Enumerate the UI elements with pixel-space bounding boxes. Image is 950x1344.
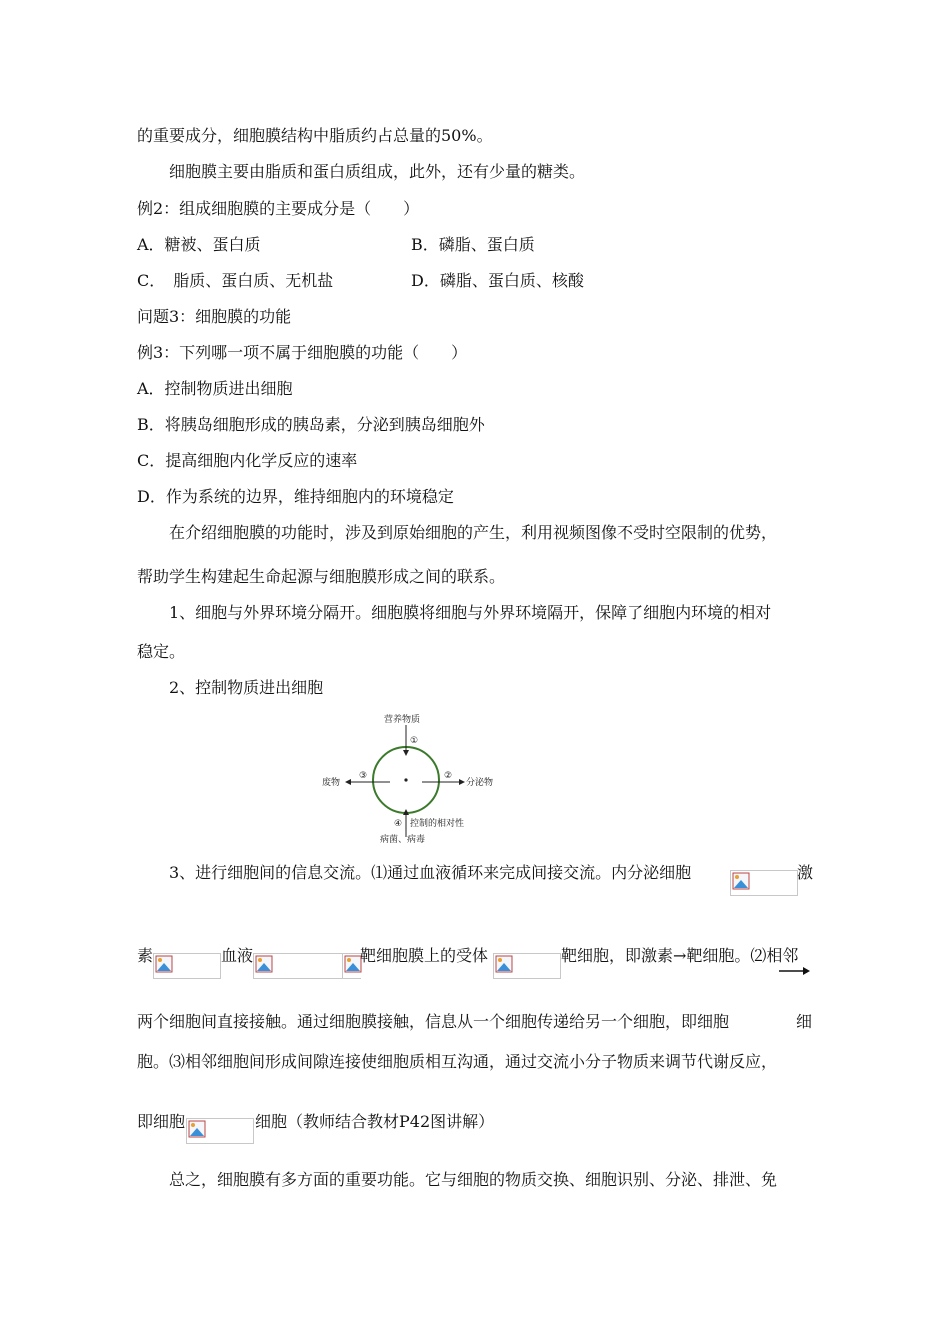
- text-fragment: 血液: [221, 946, 254, 965]
- text-fragment: 即细胞: [137, 1112, 186, 1131]
- option-c: C．提高细胞内化学反应的速率: [137, 451, 358, 470]
- broken-image-placeholder: [493, 953, 561, 979]
- paragraph-line: 3、进行细胞间的信息交流。⑴通过血液循环来完成间接交流。内分泌细胞: [169, 863, 692, 882]
- option-d: D．作为系统的边界，维持细胞内的环境稳定: [137, 487, 454, 506]
- option-c: C． 脂质、蛋白质、无机盐: [137, 271, 334, 290]
- label-num-4: ④: [394, 819, 403, 829]
- right-arrow-icon: [779, 966, 811, 976]
- label-control-relativity: 控制的相对性: [410, 819, 465, 829]
- arrowhead: [459, 779, 465, 785]
- broken-image-icon: [155, 955, 173, 973]
- broken-image-placeholder: [253, 953, 343, 979]
- broken-image-icon: [255, 955, 273, 973]
- arrowhead: [345, 779, 351, 785]
- text-fragment: 素: [137, 946, 154, 965]
- paragraph-line: 在介绍细胞膜的功能时，涉及到原始细胞的产生，利用视频图像不受时空限制的优势，: [169, 523, 778, 542]
- text-line: 细胞膜主要由脂质和蛋白质组成，此外，还有少量的糖类。: [169, 162, 586, 181]
- broken-image-placeholder: [730, 870, 798, 896]
- question-example-3: 例3：下列哪一项不属于细胞膜的功能（ ）: [137, 343, 468, 362]
- label-pathogens: 病菌、病毒: [380, 835, 426, 845]
- option-b: B．磷脂、蛋白质: [411, 235, 535, 254]
- section-heading: 问题3：细胞膜的功能: [137, 307, 292, 326]
- paragraph-line: 两个细胞间直接接触。通过细胞膜接触，信息从一个细胞传递给另一个细胞，即细胞: [137, 1012, 730, 1031]
- option-b: B．将胰岛细胞形成的胰岛素，分泌到胰岛细胞外: [137, 415, 485, 434]
- broken-image-icon: [495, 955, 513, 973]
- paragraph-line: 2、控制物质进出细胞: [169, 678, 324, 697]
- broken-image-icon: [188, 1120, 206, 1138]
- cell-center-dot: [404, 778, 407, 781]
- text-line: 的重要成分，细胞膜结构中脂质约占总量的50%。: [137, 126, 493, 145]
- text-fragment: 细胞（教师结合教材P42图讲解）: [255, 1112, 495, 1131]
- broken-image-icon: [732, 872, 750, 890]
- arrowhead: [403, 750, 409, 756]
- text-fragment: 靶细胞膜上的受体: [360, 946, 489, 965]
- broken-image-placeholder: [186, 1118, 254, 1144]
- paragraph-line: 帮助学生构建起生命起源与细胞膜形成之间的联系。: [137, 567, 506, 586]
- label-nutrients: 营养物质: [384, 715, 421, 725]
- option-d: D．磷脂、蛋白质、核酸: [411, 271, 584, 290]
- label-secretion: 分泌物: [466, 778, 494, 788]
- broken-image-placeholder: [153, 953, 221, 979]
- broken-image-placeholder: [342, 953, 361, 979]
- label-num-1: ①: [410, 736, 419, 746]
- text-fragment: 靶细胞，即激素→靶细胞。⑵相邻: [561, 946, 799, 965]
- label-num-2: ②: [444, 771, 453, 781]
- text-fragment: 细: [796, 1012, 813, 1031]
- paragraph-line: 胞。⑶相邻细胞间形成间隙连接使细胞质相互沟通，通过交流小分子物质来调节代谢反应，: [137, 1052, 778, 1071]
- membrane-transport-diagram: [318, 712, 508, 850]
- question-example-2: 例2：组成细胞膜的主要成分是（ ）: [137, 199, 420, 218]
- text-fragment: 激: [797, 863, 814, 882]
- paragraph-line: 1、细胞与外界环境分隔开。细胞膜将细胞与外界环境隔开，保障了细胞内环境的相对: [169, 603, 772, 622]
- paragraph-line: 稳定。: [137, 642, 186, 661]
- paragraph-line: 总之，细胞膜有多方面的重要功能。它与细胞的物质交换、细胞识别、分泌、排泄、免: [169, 1170, 778, 1189]
- option-a: A．糖被、蛋白质: [137, 235, 261, 254]
- label-num-3: ③: [359, 771, 368, 781]
- label-waste: 废物: [322, 778, 341, 788]
- option-a: A．控制物质进出细胞: [137, 379, 293, 398]
